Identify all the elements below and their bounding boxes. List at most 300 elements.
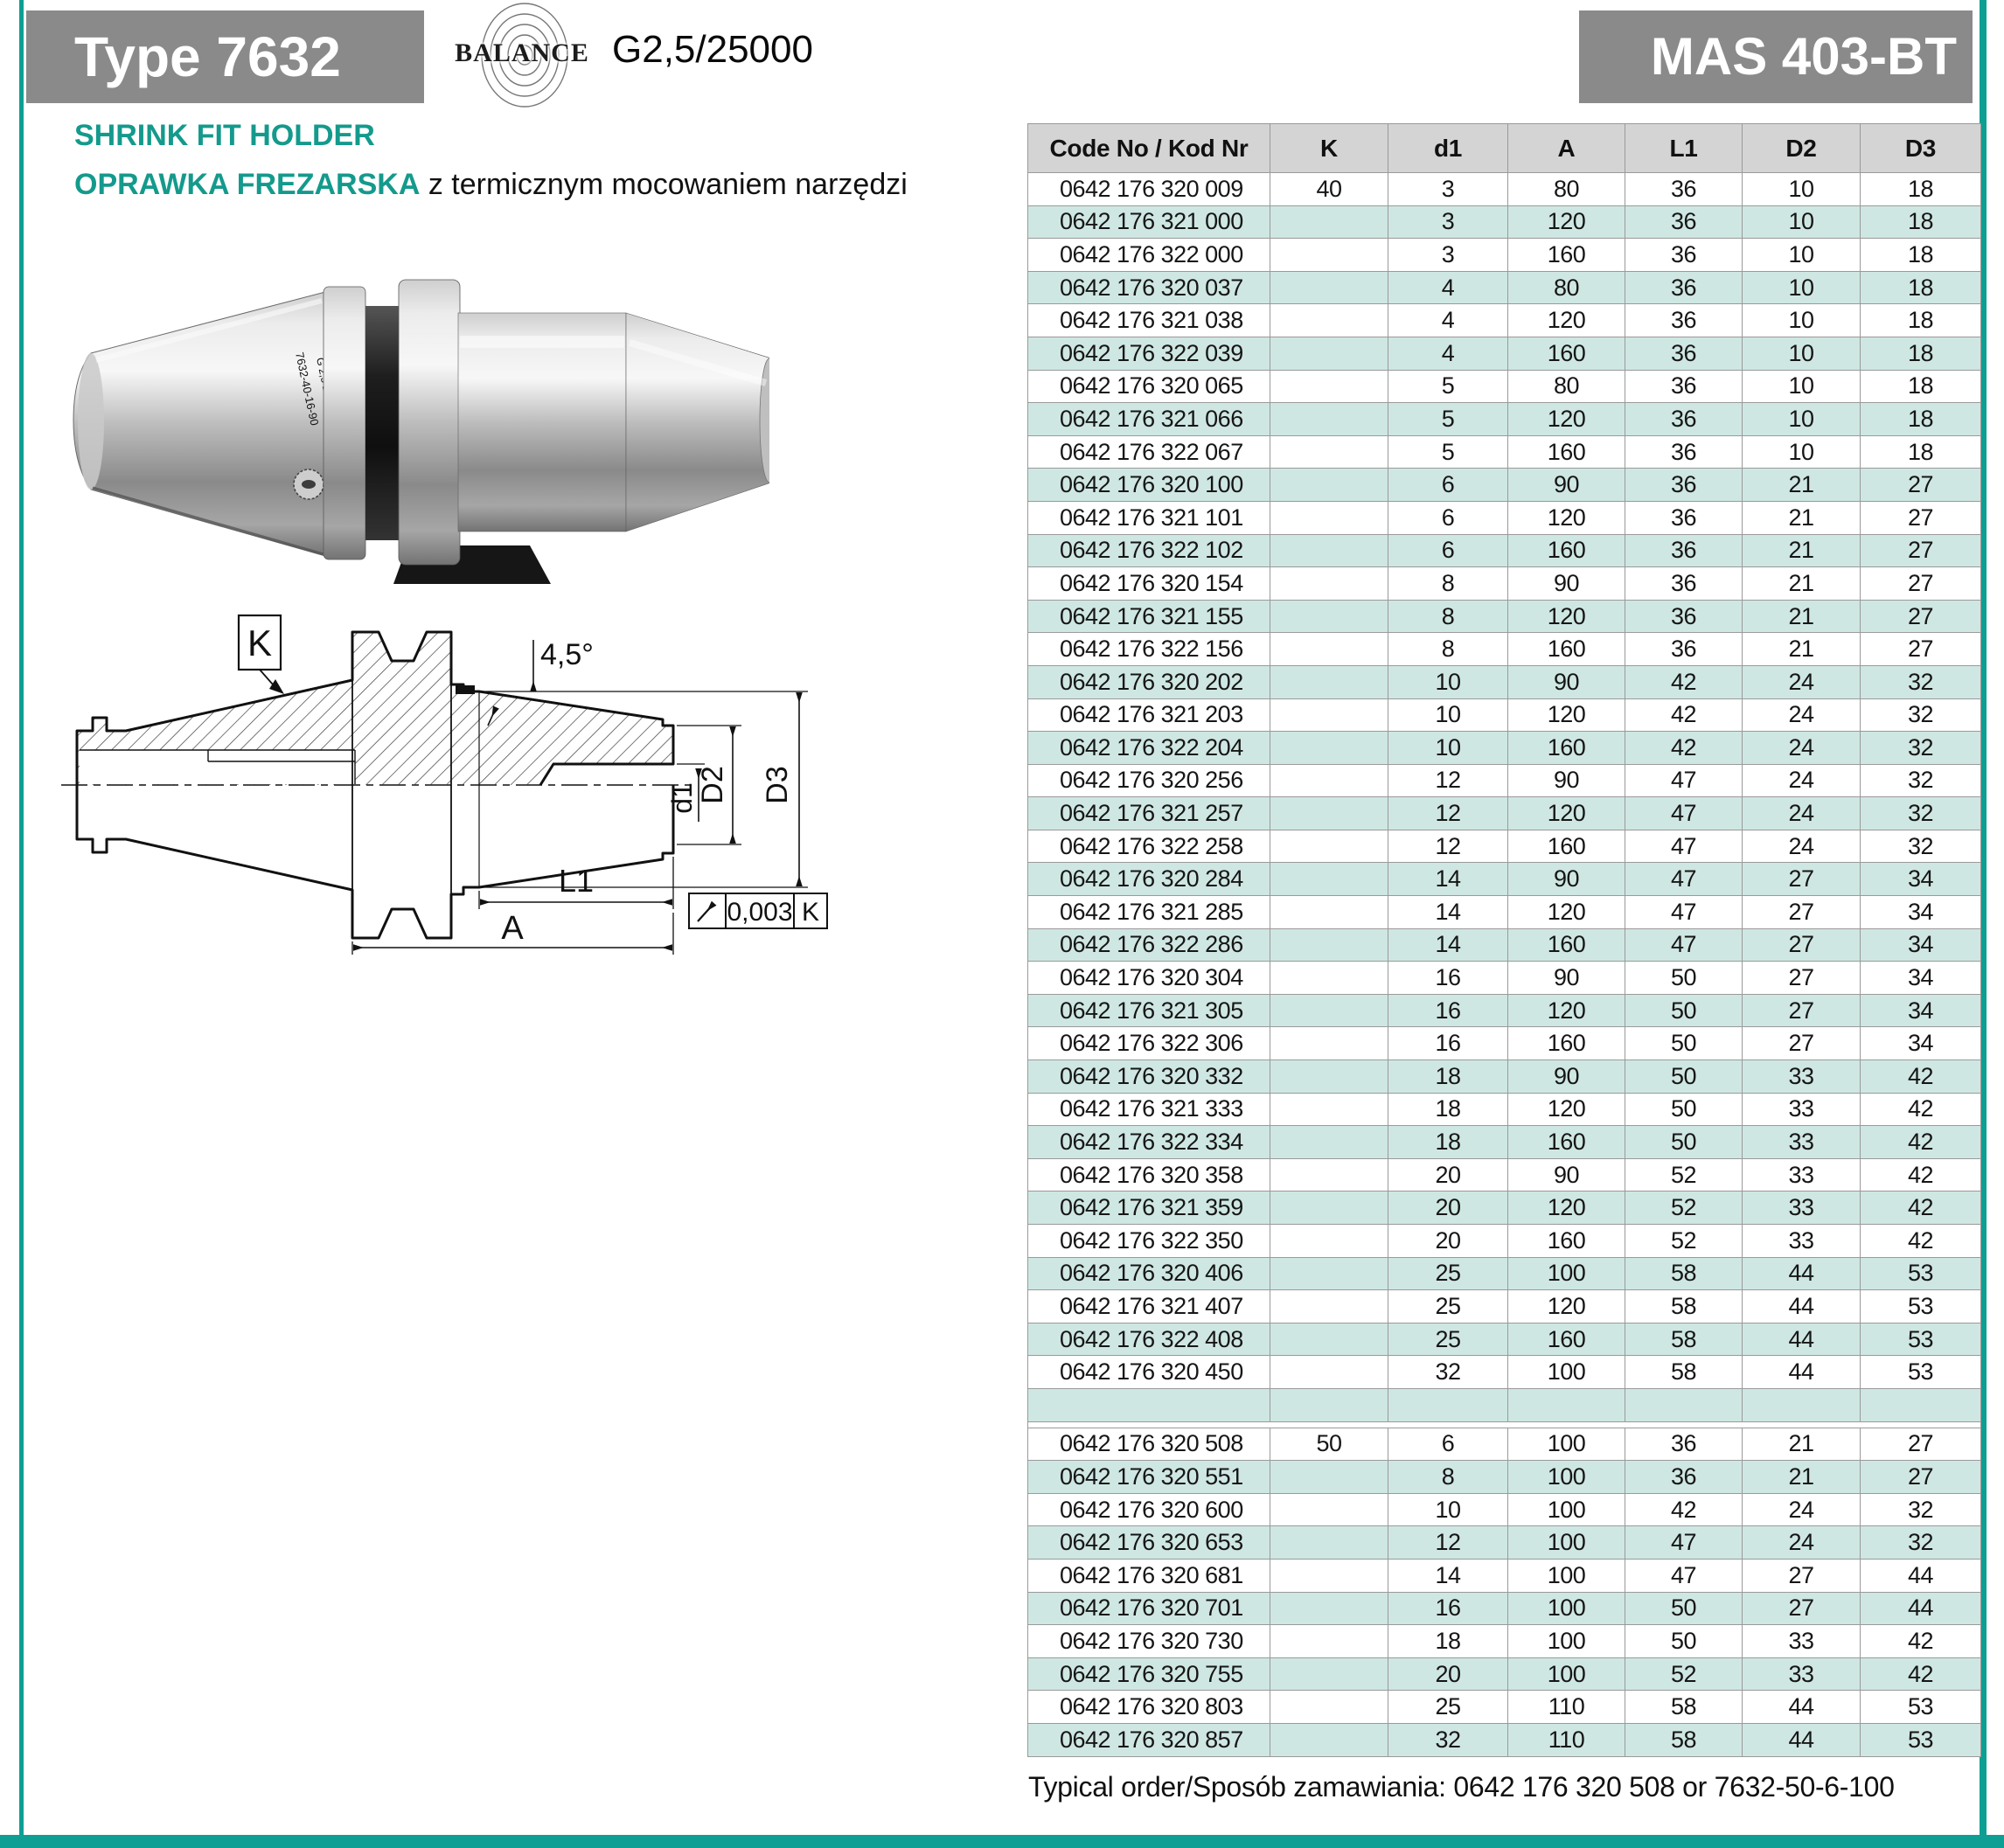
value-cell: 110 (1508, 1723, 1625, 1756)
balance-brand-label: BALANCE (455, 38, 589, 67)
standard-title-bar (1579, 10, 1973, 103)
value-cell: 50 (1625, 1126, 1743, 1159)
value-cell (1270, 1225, 1388, 1258)
value-cell: 27 (1861, 1428, 1981, 1461)
code-cell: 0642 176 322 000 (1028, 239, 1270, 272)
value-cell: 58 (1625, 1723, 1743, 1756)
value-cell: 53 (1861, 1257, 1981, 1290)
value-cell: 58 (1625, 1290, 1743, 1323)
code-cell: 0642 176 320 803 (1028, 1691, 1270, 1724)
value-cell: 5 (1388, 370, 1508, 403)
product-title-pl (74, 168, 908, 202)
table-row (1028, 567, 1981, 601)
code-cell: 0642 176 320 857 (1028, 1723, 1270, 1756)
value-cell: 27 (1743, 994, 1861, 1027)
value-cell: 27 (1743, 896, 1861, 929)
value-cell: 44 (1743, 1691, 1861, 1724)
value-cell: 120 (1508, 304, 1625, 337)
value-cell: 160 (1508, 830, 1625, 863)
value-cell: 100 (1508, 1559, 1625, 1592)
value-cell (1270, 896, 1388, 929)
value-cell: 10 (1743, 304, 1861, 337)
value-cell: 42 (1625, 698, 1743, 732)
value-cell: 120 (1508, 1290, 1625, 1323)
value-cell: 8 (1388, 1461, 1508, 1494)
code-cell: 0642 176 322 067 (1028, 435, 1270, 469)
value-cell: 24 (1743, 797, 1861, 830)
value-cell: 36 (1625, 469, 1743, 502)
value-cell (1270, 732, 1388, 765)
technical-drawing (51, 601, 842, 964)
value-cell: 3 (1388, 239, 1508, 272)
value-cell (1270, 1657, 1388, 1691)
spec-table-wrap (1027, 123, 1981, 1757)
value-cell (1270, 469, 1388, 502)
value-cell: 36 (1625, 173, 1743, 206)
value-cell: 32 (1861, 1526, 1981, 1560)
table-row (1028, 1225, 1981, 1258)
value-cell: 33 (1743, 1093, 1861, 1126)
value-cell: 42 (1861, 1060, 1981, 1094)
value-cell: 36 (1625, 403, 1743, 436)
value-cell: 12 (1388, 830, 1508, 863)
value-cell: 120 (1508, 600, 1625, 633)
value-cell: 27 (1861, 600, 1981, 633)
code-cell: 0642 176 322 204 (1028, 732, 1270, 765)
value-cell: 47 (1625, 1559, 1743, 1592)
value-cell (1270, 764, 1388, 797)
value-cell: 18 (1861, 304, 1981, 337)
value-cell: 160 (1508, 1027, 1625, 1060)
value-cell (1270, 698, 1388, 732)
table-row (1028, 205, 1981, 239)
value-cell: 160 (1508, 337, 1625, 370)
code-cell: 0642 176 320 508 (1028, 1428, 1270, 1461)
value-cell: 42 (1861, 1191, 1981, 1225)
value-cell: 80 (1508, 173, 1625, 206)
table-row (1028, 1257, 1981, 1290)
value-cell: 21 (1743, 469, 1861, 502)
value-cell: 14 (1388, 928, 1508, 962)
value-cell: 12 (1388, 797, 1508, 830)
code-cell: 0642 176 320 154 (1028, 567, 1270, 601)
value-cell: 47 (1625, 863, 1743, 896)
value-cell: 10 (1743, 239, 1861, 272)
value-cell: 10 (1743, 403, 1861, 436)
value-cell: 21 (1743, 501, 1861, 534)
value-cell: 33 (1743, 1158, 1861, 1191)
value-cell: 52 (1625, 1191, 1743, 1225)
value-cell: 24 (1743, 665, 1861, 698)
value-cell (1270, 928, 1388, 962)
table-row (1028, 1126, 1981, 1159)
value-cell: 21 (1743, 1461, 1861, 1494)
value-cell (1270, 600, 1388, 633)
value-cell: 90 (1508, 469, 1625, 502)
value-cell: 47 (1625, 1526, 1743, 1560)
value-cell: 20 (1388, 1657, 1508, 1691)
table-row (1028, 698, 1981, 732)
table-row (1028, 435, 1981, 469)
table-row (1028, 1461, 1981, 1494)
value-cell: 44 (1861, 1559, 1981, 1592)
value-cell: 44 (1743, 1723, 1861, 1756)
value-cell: 36 (1625, 304, 1743, 337)
value-cell: 27 (1861, 501, 1981, 534)
table-row (1028, 1428, 1981, 1461)
value-cell: 6 (1388, 1428, 1508, 1461)
column-header: D3 (1861, 124, 1981, 173)
type-title: Type 7632 (74, 25, 341, 88)
typical-order-note: Typical order/Sposób zamawiania: 0642 176 320 508 or 7632-50-6-100 (1028, 1771, 1895, 1803)
value-cell: 8 (1388, 567, 1508, 601)
code-cell (1028, 1388, 1270, 1421)
value-cell: 21 (1743, 1428, 1861, 1461)
value-cell: 42 (1861, 1657, 1981, 1691)
value-cell: 14 (1388, 863, 1508, 896)
code-cell: 0642 176 321 000 (1028, 205, 1270, 239)
table-row (1028, 403, 1981, 436)
code-cell: 0642 176 320 358 (1028, 1158, 1270, 1191)
code-cell: 0642 176 321 155 (1028, 600, 1270, 633)
value-cell: 27 (1743, 928, 1861, 962)
value-cell: 10 (1743, 271, 1861, 304)
engraving-text-2: G (314, 356, 328, 367)
value-cell: 16 (1388, 962, 1508, 995)
value-cell: 12 (1388, 1526, 1508, 1560)
value-cell (1270, 1388, 1388, 1421)
value-cell: 36 (1625, 205, 1743, 239)
code-cell: 0642 176 320 009 (1028, 173, 1270, 206)
tolerance-frame (689, 893, 827, 928)
value-cell (1270, 1723, 1388, 1756)
value-cell: 27 (1861, 567, 1981, 601)
product-photo (61, 255, 769, 586)
table-row (1028, 1592, 1981, 1625)
value-cell: 90 (1508, 567, 1625, 601)
value-cell: 36 (1625, 600, 1743, 633)
value-cell: 52 (1625, 1657, 1743, 1691)
code-cell: 0642 176 320 037 (1028, 271, 1270, 304)
value-cell: 5 (1388, 403, 1508, 436)
value-cell: 80 (1508, 271, 1625, 304)
value-cell: 6 (1388, 501, 1508, 534)
value-cell: 58 (1625, 1257, 1743, 1290)
value-cell (1270, 1257, 1388, 1290)
value-cell: 18 (1388, 1126, 1508, 1159)
value-cell: 36 (1625, 370, 1743, 403)
value-cell (1270, 1191, 1388, 1225)
value-cell: 42 (1861, 1093, 1981, 1126)
value-cell: 120 (1508, 698, 1625, 732)
value-cell: 4 (1388, 304, 1508, 337)
value-cell: 80 (1508, 370, 1625, 403)
column-header: D2 (1743, 124, 1861, 173)
datum-k-label: K (247, 622, 273, 663)
value-cell: 53 (1861, 1691, 1981, 1724)
table-row (1028, 534, 1981, 567)
value-cell (1625, 1388, 1743, 1421)
value-cell: 44 (1743, 1323, 1861, 1356)
value-cell (1270, 1592, 1388, 1625)
value-cell: 27 (1743, 962, 1861, 995)
value-cell: 25 (1388, 1691, 1508, 1724)
value-cell: 160 (1508, 1225, 1625, 1258)
value-cell (1270, 435, 1388, 469)
value-cell: 160 (1508, 239, 1625, 272)
value-cell: 100 (1508, 1461, 1625, 1494)
table-row (1028, 1290, 1981, 1323)
table-row (1028, 633, 1981, 666)
value-cell: 18 (1861, 435, 1981, 469)
code-cell: 0642 176 320 653 (1028, 1526, 1270, 1560)
value-cell: 27 (1743, 863, 1861, 896)
value-cell (1270, 797, 1388, 830)
value-cell (1270, 830, 1388, 863)
value-cell: 42 (1861, 1126, 1981, 1159)
value-cell (1508, 1388, 1625, 1421)
table-row (1028, 370, 1981, 403)
value-cell: 50 (1625, 1027, 1743, 1060)
value-cell (1270, 1461, 1388, 1494)
value-cell: 44 (1861, 1592, 1981, 1625)
value-cell (1270, 1093, 1388, 1126)
tolerance-datum: K (801, 898, 820, 927)
code-cell: 0642 176 322 350 (1028, 1225, 1270, 1258)
value-cell: 36 (1625, 337, 1743, 370)
value-cell: 160 (1508, 928, 1625, 962)
table-row (1028, 337, 1981, 370)
value-cell (1270, 1493, 1388, 1526)
value-cell: 50 (1625, 994, 1743, 1027)
value-cell: 50 (1625, 1060, 1743, 1094)
value-cell: 40 (1270, 173, 1388, 206)
code-cell: 0642 176 321 257 (1028, 797, 1270, 830)
code-cell: 0642 176 322 156 (1028, 633, 1270, 666)
tolerance-value: 0,003 (727, 898, 793, 927)
code-cell: 0642 176 320 202 (1028, 665, 1270, 698)
table-row (1028, 1323, 1981, 1356)
value-cell: 100 (1508, 1526, 1625, 1560)
code-cell: 0642 176 320 450 (1028, 1356, 1270, 1389)
value-cell: 42 (1861, 1625, 1981, 1658)
table-row (1028, 1723, 1981, 1756)
dim-d2-label: D2 (696, 766, 729, 804)
value-cell: 100 (1508, 1356, 1625, 1389)
value-cell: 160 (1508, 435, 1625, 469)
value-cell: 27 (1743, 1559, 1861, 1592)
value-cell: 33 (1743, 1225, 1861, 1258)
product-title-en: SHRINK FIT HOLDER (74, 119, 375, 152)
left-accent-rule (19, 0, 24, 1848)
value-cell: 160 (1508, 1126, 1625, 1159)
value-cell: 90 (1508, 1060, 1625, 1094)
value-cell (1270, 1126, 1388, 1159)
value-cell: 24 (1743, 764, 1861, 797)
value-cell: 34 (1861, 896, 1981, 929)
engraving-text-1: 7632-40-16-90 (293, 351, 322, 427)
code-cell: 0642 176 321 305 (1028, 994, 1270, 1027)
value-cell: 58 (1625, 1323, 1743, 1356)
value-cell: 18 (1861, 205, 1981, 239)
table-row (1028, 1559, 1981, 1592)
value-cell: 14 (1388, 1559, 1508, 1592)
bottom-accent-bar (0, 1835, 2004, 1848)
code-cell: 0642 176 321 203 (1028, 698, 1270, 732)
value-cell: 18 (1861, 173, 1981, 206)
value-cell: 8 (1388, 633, 1508, 666)
column-header: d1 (1388, 124, 1508, 173)
value-cell: 100 (1508, 1428, 1625, 1461)
flange-back-ring (399, 280, 460, 565)
value-cell: 21 (1743, 633, 1861, 666)
code-cell: 0642 176 320 332 (1028, 1060, 1270, 1094)
value-cell: 20 (1388, 1158, 1508, 1191)
table-row (1028, 896, 1981, 929)
value-cell: 53 (1861, 1723, 1981, 1756)
value-cell: 36 (1625, 501, 1743, 534)
value-cell (1270, 1559, 1388, 1592)
value-cell (1270, 1625, 1388, 1658)
dim-d1-label: d1 (666, 782, 698, 814)
value-cell: 12 (1388, 764, 1508, 797)
table-row (1028, 1493, 1981, 1526)
code-cell: 0642 176 320 065 (1028, 370, 1270, 403)
value-cell: 47 (1625, 830, 1743, 863)
value-cell: 120 (1508, 403, 1625, 436)
value-cell: 34 (1861, 863, 1981, 896)
table-row (1028, 1691, 1981, 1724)
table-row (1028, 1027, 1981, 1060)
gauge-slot (456, 685, 475, 694)
code-cell: 0642 176 320 284 (1028, 863, 1270, 896)
value-cell: 10 (1743, 205, 1861, 239)
value-cell: 36 (1625, 435, 1743, 469)
table-row (1028, 304, 1981, 337)
value-cell (1270, 1290, 1388, 1323)
value-cell: 120 (1508, 797, 1625, 830)
angle-label: 4,5° (540, 638, 594, 671)
code-cell: 0642 176 322 039 (1028, 337, 1270, 370)
code-cell: 0642 176 322 286 (1028, 928, 1270, 962)
value-cell: 160 (1508, 633, 1625, 666)
value-cell: 18 (1388, 1093, 1508, 1126)
value-cell: 90 (1508, 962, 1625, 995)
table-row (1028, 732, 1981, 765)
code-cell: 0642 176 322 258 (1028, 830, 1270, 863)
flange-v-groove (365, 306, 400, 540)
value-cell: 10 (1388, 665, 1508, 698)
value-cell: 50 (1625, 1625, 1743, 1658)
value-cell: 27 (1861, 633, 1981, 666)
value-cell: 16 (1388, 1027, 1508, 1060)
value-cell: 14 (1388, 896, 1508, 929)
value-cell: 53 (1861, 1356, 1981, 1389)
code-cell: 0642 176 320 304 (1028, 962, 1270, 995)
value-cell: 21 (1743, 600, 1861, 633)
value-cell: 24 (1743, 1526, 1861, 1560)
value-cell: 18 (1861, 337, 1981, 370)
value-cell: 27 (1743, 1592, 1861, 1625)
value-cell: 27 (1861, 1461, 1981, 1494)
table-row (1028, 863, 1981, 896)
dim-a-label: A (501, 910, 524, 947)
value-cell: 36 (1625, 1428, 1743, 1461)
value-cell: 24 (1743, 698, 1861, 732)
value-cell: 58 (1625, 1356, 1743, 1389)
value-cell: 42 (1625, 1493, 1743, 1526)
value-cell: 34 (1861, 1027, 1981, 1060)
value-cell: 6 (1388, 469, 1508, 502)
value-cell: 32 (1861, 665, 1981, 698)
value-cell: 36 (1625, 1461, 1743, 1494)
value-cell: 47 (1625, 764, 1743, 797)
value-cell: 52 (1625, 1158, 1743, 1191)
value-cell: 90 (1508, 665, 1625, 698)
table-row (1028, 994, 1981, 1027)
value-cell: 53 (1861, 1323, 1981, 1356)
value-cell: 120 (1508, 896, 1625, 929)
column-header: L1 (1625, 124, 1743, 173)
value-cell: 33 (1743, 1060, 1861, 1094)
value-cell: 32 (1861, 830, 1981, 863)
value-cell: 120 (1508, 994, 1625, 1027)
value-cell: 32 (1861, 797, 1981, 830)
code-cell: 0642 176 321 359 (1028, 1191, 1270, 1225)
value-cell: 18 (1861, 239, 1981, 272)
table-row (1028, 1060, 1981, 1094)
value-cell (1270, 370, 1388, 403)
code-cell: 0642 176 320 755 (1028, 1657, 1270, 1691)
table-row (1028, 962, 1981, 995)
value-cell: 32 (1388, 1356, 1508, 1389)
product-title-pl-rest: z termicznym mocowaniem narzędzi (420, 168, 908, 201)
type-title-bar (26, 10, 424, 103)
value-cell: 20 (1388, 1191, 1508, 1225)
value-cell: 10 (1743, 173, 1861, 206)
value-cell: 21 (1743, 567, 1861, 601)
value-cell: 42 (1861, 1225, 1981, 1258)
value-cell: 20 (1388, 1225, 1508, 1258)
value-cell: 33 (1743, 1191, 1861, 1225)
value-cell: 36 (1625, 271, 1743, 304)
value-cell: 18 (1861, 370, 1981, 403)
code-cell: 0642 176 321 101 (1028, 501, 1270, 534)
value-cell: 110 (1508, 1691, 1625, 1724)
dim-d3-label: D3 (761, 766, 794, 804)
value-cell: 47 (1625, 896, 1743, 929)
code-cell: 0642 176 322 334 (1028, 1126, 1270, 1159)
code-cell: 0642 176 320 701 (1028, 1592, 1270, 1625)
value-cell: 18 (1861, 271, 1981, 304)
table-row (1028, 830, 1981, 863)
value-cell: 5 (1388, 435, 1508, 469)
value-cell (1270, 304, 1388, 337)
value-cell: 47 (1625, 928, 1743, 962)
value-cell: 120 (1508, 205, 1625, 239)
value-cell: 50 (1625, 962, 1743, 995)
code-cell: 0642 176 320 600 (1028, 1493, 1270, 1526)
value-cell: 53 (1861, 1290, 1981, 1323)
lower-profile-outline (77, 785, 673, 938)
value-cell: 32 (1861, 764, 1981, 797)
value-cell: 24 (1743, 1493, 1861, 1526)
column-header: A (1508, 124, 1625, 173)
value-cell: 36 (1625, 567, 1743, 601)
value-cell: 50 (1625, 1592, 1743, 1625)
code-cell: 0642 176 320 406 (1028, 1257, 1270, 1290)
value-cell (1388, 1388, 1508, 1421)
